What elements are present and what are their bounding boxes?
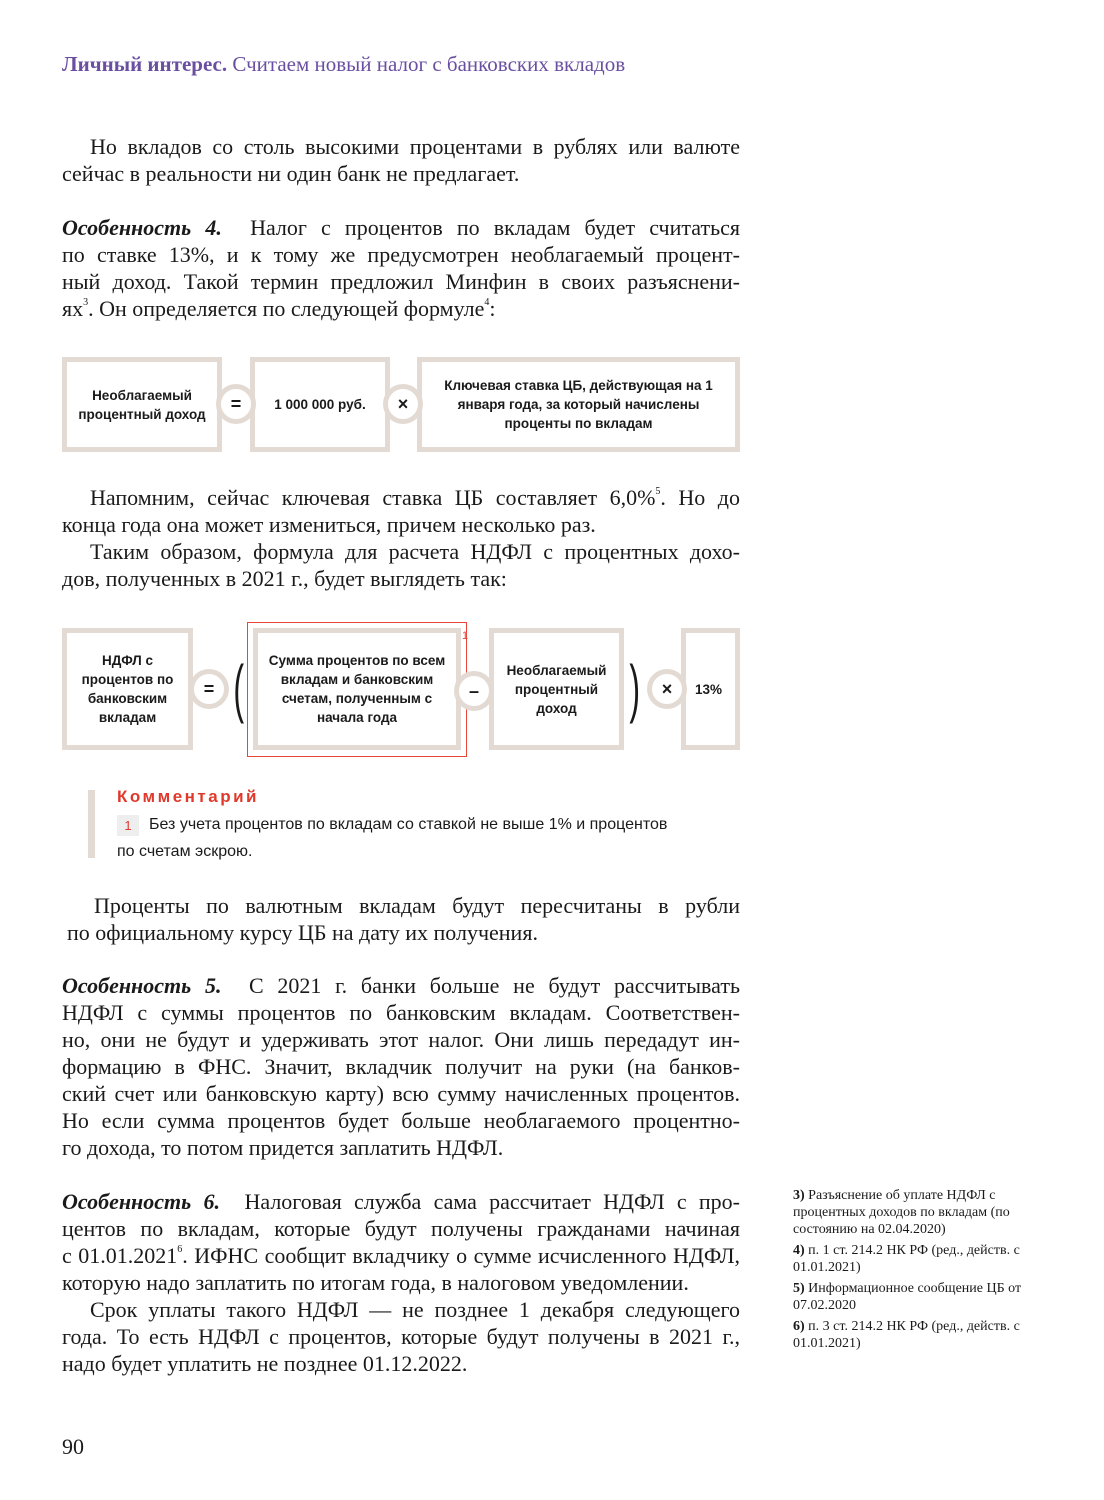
text-line: ский счет или банковскую карту) всю сумму начисленных процентов. (62, 1081, 740, 1106)
text-line: Проценты по валютным вкладам будут пересчитаны в рубли (94, 893, 740, 918)
footnote-ref: 4 (484, 297, 490, 308)
footnote-ref: 6 (177, 1244, 183, 1255)
text-line: по ставке 13%, и к тому же предусмотрен необлагаемый процент- (62, 242, 740, 267)
operator: – (468, 680, 479, 701)
text-span: с 01.01.2021 (62, 1243, 178, 1268)
text-line (62, 972, 740, 999)
operator: = (230, 393, 242, 414)
footnote-number: 4) (793, 1243, 805, 1258)
text-line: го дохода, то потом придется заплатить НДФЛ. (62, 1135, 504, 1160)
text-line: дов, полученных в 2021 г., будет выглядеть так: (62, 566, 507, 591)
feature-heading: Особенность 4. (62, 215, 222, 240)
paragraph-feature-5 (62, 972, 740, 1161)
text-line (62, 1242, 740, 1269)
text-line: сейчас в реальности ни один банк не предлагает. (62, 161, 520, 186)
text-span: Налог с процентов по вкладам будет считаться (250, 215, 740, 240)
box-text: Сумма процентов по всем вкладам и банковским счетам, полученным с начала года (268, 653, 446, 725)
equals-icon (216, 384, 256, 424)
operator: × (661, 678, 673, 699)
feature-heading: Особенность 6. (62, 1189, 220, 1214)
text-line: Таким образом, формула для расчета НДФЛ с процентных дохо- (90, 539, 740, 564)
text-line (62, 295, 740, 322)
text-line: Срок уплаты такого НДФЛ — не позднее 1 декабря следующего (90, 1297, 740, 1322)
text-span: . ИФНС сообщит вкладчику о сумме исчисленного НДФЛ, (182, 1243, 740, 1268)
page-number: 90 (62, 1434, 84, 1459)
close-paren: ) (629, 652, 640, 724)
footnote-text: п. 3 ст. 214.2 НК РФ (ред., действ. с 01.01.2021) (793, 1319, 1020, 1351)
text-line: центов по вкладам, которые будут получены гражданами начиная (62, 1216, 740, 1241)
box-text: Ключевая ставка ЦБ, действующая на 1 января года, за который начислены проценты по вкладам (444, 378, 713, 431)
text-line: Но вкладов со столь высокими процентами в рублях или валюте (90, 134, 740, 159)
paragraph-feature-6 (62, 1188, 740, 1377)
text-line: года. То есть НДФЛ с процентов, которые будут получены в 2021 г., (62, 1324, 740, 1349)
comment-bar (88, 790, 95, 858)
footnote-ref: 3 (83, 297, 89, 308)
text-span: С 2021 г. банки больше не будут рассчитывать (248, 973, 740, 998)
text-line: но, они не будут и удерживать этот налог. Они лишь передадут ин- (62, 1027, 740, 1052)
sidenotes (793, 1187, 1023, 1356)
footnote-6 (793, 1318, 1023, 1352)
box-text: Необлагаемый процентный доход (506, 662, 607, 716)
paragraph-4 (62, 892, 740, 946)
footnote-number: 6) (793, 1319, 805, 1334)
open-paren: ( (233, 652, 244, 724)
minus-icon (454, 671, 494, 711)
comment-number-badge: 1 (117, 815, 139, 836)
running-header (62, 52, 625, 77)
text-span: . Но до (660, 485, 740, 510)
text-line: Но если сумма процентов будет больше необлагаемого процентно- (62, 1108, 740, 1133)
text-line: которую надо заплатить по итогам года, в налоговом уведомлении. (62, 1270, 689, 1295)
footnote-text: Разъяснение об уплате НДФЛ с процентных доходов по вкладам (по состоянию на 02.04.2020) (793, 1188, 1010, 1237)
text-span: . Он определяется по следующей формуле (88, 296, 485, 321)
comment-text: по счетам эскрою. (117, 843, 253, 860)
comment-marker: 1 (462, 630, 469, 642)
paragraph-3 (62, 484, 740, 592)
comment-text: Без учета процентов по вкладам со ставкой не выше 1% и процентов (149, 816, 668, 833)
text-span: Напомним, сейчас ключевая ставка ЦБ составляет 6,0% (90, 485, 656, 510)
box-text: 13% (695, 681, 723, 697)
formula1-rate-box (417, 357, 740, 452)
formula2-exempt-box (489, 628, 624, 750)
comment-title: Комментарий (117, 787, 259, 806)
formula1-result-box (62, 357, 222, 452)
formula2-rate-box (681, 628, 740, 750)
feature-heading: Особенность 5. (62, 973, 222, 998)
formula2-sum-box (253, 628, 461, 750)
text-line (62, 484, 740, 511)
multiply-icon (383, 384, 423, 424)
operator: = (203, 678, 215, 699)
formula2-result-box (62, 628, 193, 750)
formula1-amount-box (250, 357, 390, 452)
footnote-text: п. 1 ст. 214.2 НК РФ (ред., действ. с 01.01.2021) (793, 1243, 1020, 1275)
text-line (62, 214, 740, 241)
text-line: НДФЛ с суммы процентов по банковским вкладам. Соответствен- (62, 1000, 740, 1025)
text-line (62, 1188, 740, 1215)
text-line: ный доход. Такой термин предложил Минфин в своих разъяснени- (62, 269, 740, 294)
footnote-ref: 5 (655, 486, 661, 497)
box-text: Необлагаемый процентный доход (78, 387, 206, 422)
text-line: конца года она может измениться, причем несколько раз. (62, 512, 596, 537)
text-span: : (489, 296, 496, 321)
footnote-number: 5) (793, 1281, 805, 1296)
text-line: формацию в ФНС. Значит, вкладчик получит на руки (на банков- (62, 1054, 740, 1079)
box-text: НДФЛ с процентов по банковским вкладам (81, 653, 174, 725)
footnote-text: Информационное сообщение ЦБ от 07.02.2020 (793, 1281, 1022, 1313)
text-line: по официальному курсу ЦБ на дату их получения. (67, 920, 538, 945)
multiply-icon (647, 669, 687, 709)
header-title: Считаем новый налог с банковских вкладов (232, 52, 626, 76)
operator: × (397, 393, 409, 414)
text-span: Налоговая служба сама рассчитает НДФЛ с про- (244, 1189, 741, 1214)
paragraph-1 (62, 133, 740, 187)
box-text: 1 000 000 руб. (274, 397, 366, 412)
footnote-5 (793, 1280, 1023, 1314)
text-span: ях (62, 296, 84, 321)
header-section: Личный интерес. (62, 52, 228, 76)
equals-icon (189, 669, 229, 709)
text-line: надо будет уплатить не позднее 01.12.2022. (62, 1351, 468, 1376)
footnote-3 (793, 1187, 1023, 1238)
footnote-4 (793, 1242, 1023, 1276)
footnote-number: 3) (793, 1188, 805, 1203)
paragraph-feature-4 (62, 214, 740, 322)
